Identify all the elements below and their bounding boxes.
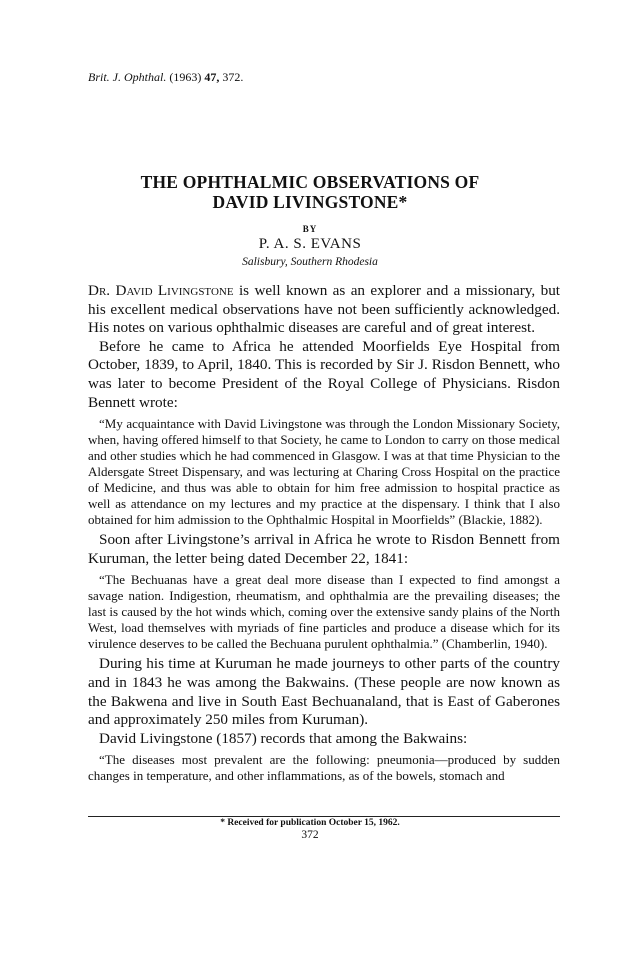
byline-by: BY bbox=[302, 224, 318, 234]
paragraph-2: Before he came to Africa he attended Moorfields Eye Hospital from October, 1839, to April, 1840. This is recorded by Sir J. Risdon Bennett, who was later to become President of the Royal College of Physicians. Risdon Bennett wrote: bbox=[88, 337, 560, 411]
paragraph-3: Soon after Livingstone’s arrival in Africa he wrote to Risdon Bennett from Kuruman, the letter being dated December 22, 1841: bbox=[88, 531, 560, 567]
paragraph-4: During his time at Kuruman he made journeys to other parts of the country and in 1843 he was among the Bakwains. (These people are now known as the Bakwena and live in South East Bechuanaland, that is East of Gaberones and approximately 250 miles from Kuruman). bbox=[88, 655, 560, 729]
journal-citation bbox=[88, 70, 243, 85]
article-body bbox=[88, 282, 560, 787]
page-number: 372 bbox=[301, 829, 319, 841]
article-title bbox=[0, 172, 620, 212]
journal-year: (1963) bbox=[169, 70, 202, 84]
journal-page: 372. bbox=[222, 70, 244, 84]
paragraph-5: David Livingstone (1857) records that among the Bakwains: bbox=[99, 729, 468, 747]
quote-1: “My acquaintance with David Livingstone was through the London Missionary Society, when, having offered himself to that Society, he came to London to carry on those medical and other studies which he had commenced in Glasgow. I was at that time Physician to the Aldersgate Street Dispensary, and was lecturing at Charing Cross Hospital on the practice of Medicine, and thus was able to obtain for him free admission to hospital practice as well as attendance on my lectures and my practice at the dispensary. I think that I also obtained for him admission to the Ophthalmic Hospital in Moorfields” (Blackie, 1882). bbox=[88, 416, 560, 528]
title-line-2: DAVID LIVINGSTONE* bbox=[212, 192, 408, 212]
journal-name: Brit. J. Ophthal. bbox=[88, 70, 167, 84]
author-name: P. A. S. EVANS bbox=[258, 236, 362, 252]
footnote: * Received for publication October 15, 1962. bbox=[220, 818, 400, 828]
author-affiliation: Salisbury, Southern Rhodesia bbox=[242, 256, 378, 268]
paragraph-1-lead: Dr. David Livingstone bbox=[88, 282, 234, 299]
footnote-divider bbox=[88, 816, 560, 817]
paragraph-1 bbox=[88, 282, 560, 338]
title-line-1: THE OPHTHALMIC OBSERVATIONS OF bbox=[140, 172, 480, 192]
paragraph-1-text: is well known as an explorer and a missionary, but his excellent medical observations have not been sufficiently acknowledged. His notes on various ophthalmic diseases are careful and of great interest. bbox=[88, 282, 561, 337]
journal-volume: 47, bbox=[204, 70, 220, 84]
quote-2: “The Bechuanas have a great deal more disease than I expected to find amongst a savage nation. Indigestion, rheumatism, and ophthalmia are the prevailing diseases; the last is caused by the hot winds which, coming over the extensive sandy plains of the North West, load themselves with myriads of fine particles and produce a disease which for its virulence deserves to be called the Bechuana purulent ophthalmia.” (Chamberlin, 1940). bbox=[88, 572, 560, 652]
quote-3: “The diseases most prevalent are the following: pneumonia—produced by sudden changes in temperature, and other inflammations, as of the bowels, stomach and bbox=[88, 752, 560, 784]
